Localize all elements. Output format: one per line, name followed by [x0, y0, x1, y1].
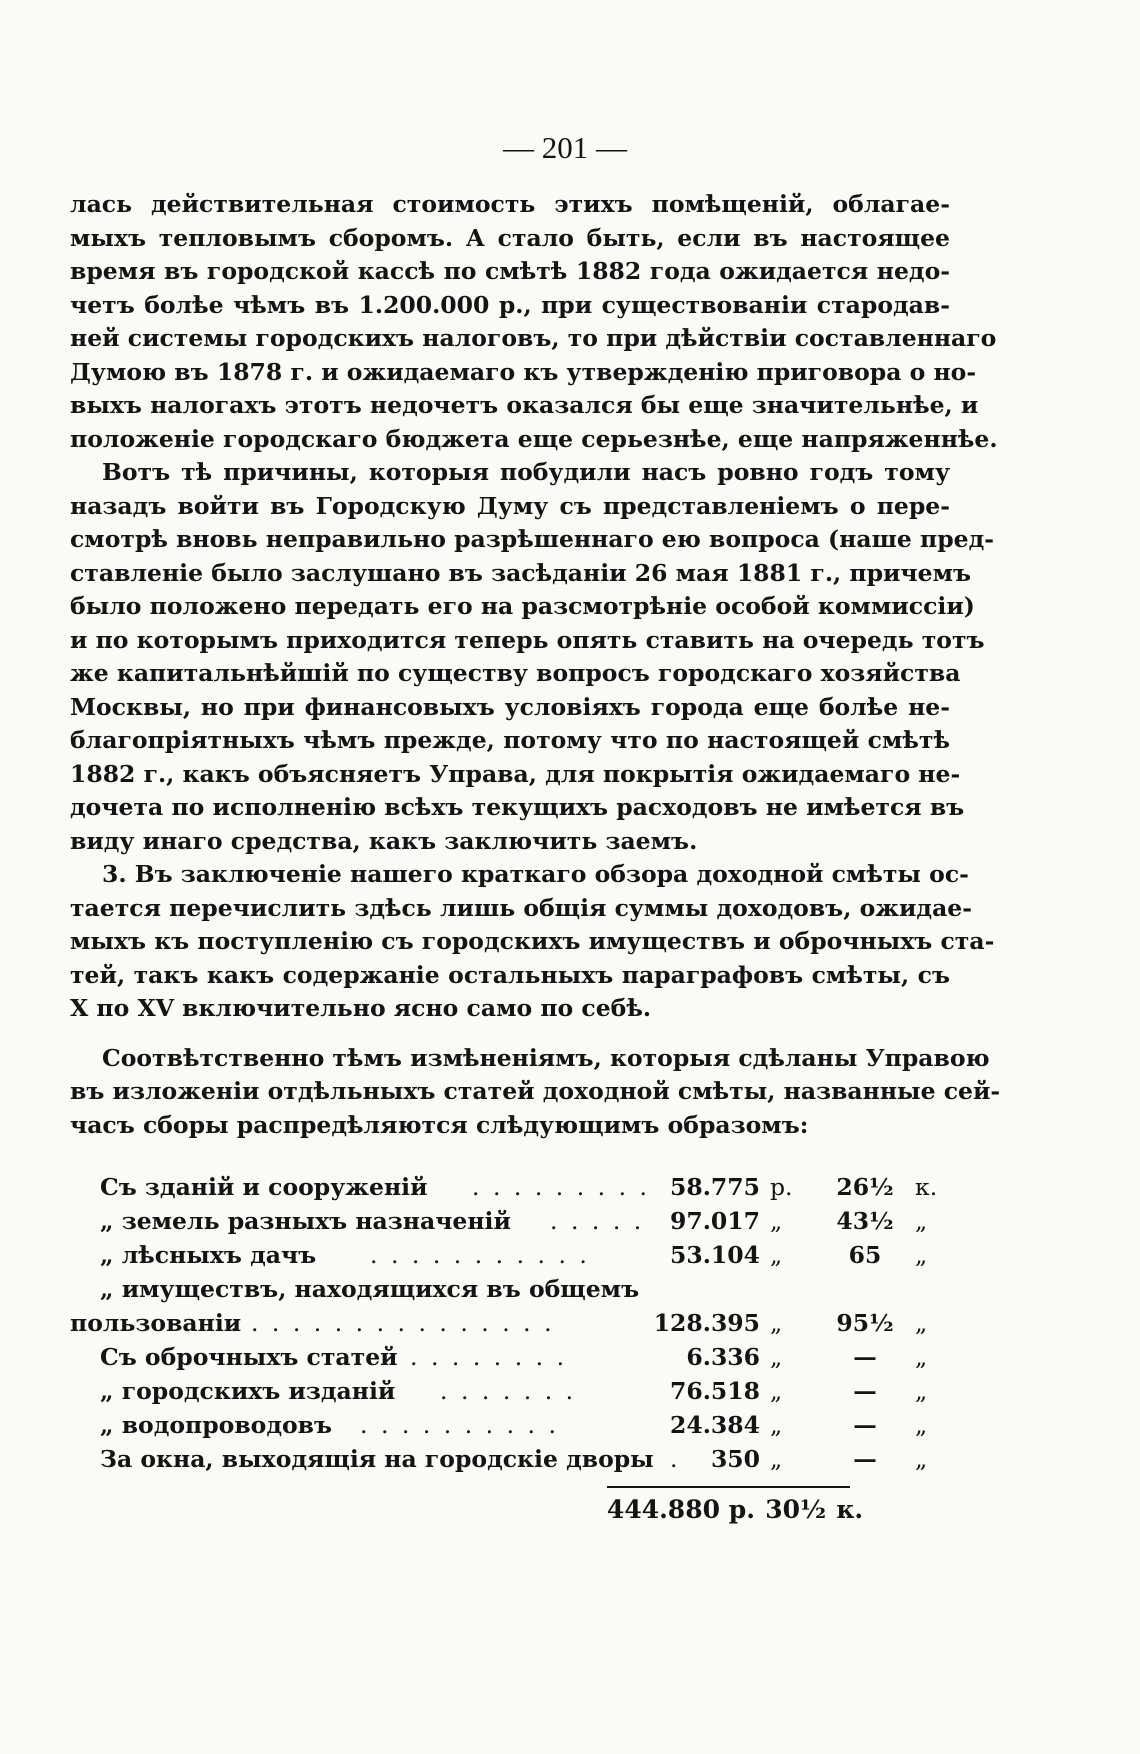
text-line: дочета по исполненію всѣхъ текущихъ расходовъ не имѣется въ	[70, 793, 965, 821]
text-line: ставленіе было заслушано въ засѣданіи 26 мая 1881 г., причемъ	[70, 558, 972, 587]
text-line: было положено передать его на разсмотрѣніе особой коммиссіи)	[70, 592, 975, 620]
row-rub: „	[770, 1445, 783, 1473]
leader-dots: . . . . . . . . . . .	[370, 1241, 590, 1269]
text-line: тается перечислить здѣсь лишь общія суммы доходовъ, ожидае-	[70, 893, 972, 922]
text-line: время въ городской кассѣ по смѣтѣ 1882 года ожидается недо-	[70, 257, 950, 285]
body-text	[70, 188, 1001, 1142]
total-rule	[607, 1486, 850, 1488]
row-unit: „	[915, 1241, 928, 1269]
row-rub: „	[770, 1309, 783, 1337]
table-row	[70, 1272, 950, 1306]
row-unit: „	[915, 1445, 928, 1473]
table-row	[70, 1442, 950, 1476]
text-line: часъ сборы распредѣляются слѣдующимъ образомъ:	[70, 1110, 809, 1139]
text-line: же капитальнѣйшій по существу вопросъ городскаго хозяйства	[70, 659, 961, 687]
table-row	[70, 1306, 950, 1340]
leader-dots: . . . . . . . . . . . . . . . .	[230, 1309, 555, 1337]
row-unit: „	[915, 1343, 928, 1371]
paragraph-3	[70, 858, 995, 1026]
total-unit: к.	[836, 1495, 864, 1524]
text-line: мыхъ тепловымъ сборомъ. А стало быть, если въ настоящее	[70, 223, 950, 252]
text-line: положеніе городскаго бюджета еще серьезнѣе, еще напряженнѣе.	[70, 424, 998, 453]
leader-dots: . . . . . . .	[440, 1377, 577, 1405]
row-rub: „	[770, 1377, 783, 1405]
text-line: Москвы, но при финансовыхъ условіяхъ города еще болѣе не-	[70, 692, 950, 721]
row-kop: 26½	[836, 1173, 894, 1201]
table-row	[70, 1238, 950, 1272]
revenue-table	[70, 1170, 950, 1476]
paragraph-2	[70, 456, 994, 858]
table-total	[600, 1492, 890, 1528]
leader-dots: . . . . . . . . .	[472, 1173, 650, 1201]
paragraph-4	[70, 1042, 1001, 1143]
table-row	[70, 1374, 950, 1408]
row-unit: к.	[915, 1173, 938, 1201]
text-line: виду инаго средства, какъ заключить заемъ.	[70, 826, 698, 855]
row-rub: „	[770, 1207, 783, 1235]
row-rub: „	[770, 1411, 783, 1439]
row-kop: —	[853, 1377, 877, 1405]
leader-dots: . . . . . . . . . .	[360, 1411, 559, 1439]
row-amount: 24.384	[670, 1411, 760, 1439]
row-kop: —	[853, 1445, 877, 1473]
row-unit: „	[915, 1411, 928, 1439]
row-label: „ лѣсныхъ дачъ	[100, 1241, 317, 1269]
paragraph-1	[70, 188, 998, 456]
row-label: „ водопроводовъ	[100, 1411, 333, 1439]
text-line: ней системы городскихъ налоговъ, то при дѣйствіи составленнаго	[70, 324, 997, 352]
row-amount: 53.104	[670, 1241, 760, 1269]
leader-dots: . . . . . . . .	[410, 1343, 568, 1371]
row-amount: 97.017	[670, 1207, 760, 1235]
row-amount: 58.775	[670, 1173, 760, 1201]
text-line: четъ болѣе чѣмъ въ 1.200.000 р., при существованіи стародав-	[70, 290, 950, 319]
row-rub: „	[770, 1241, 783, 1269]
total-kop: 30½	[765, 1495, 827, 1524]
row-unit: „	[915, 1309, 928, 1337]
row-kop: —	[853, 1411, 877, 1439]
row-amount: 76.518	[670, 1377, 760, 1405]
text-line: благопріятныхъ чѣмъ прежде, потому что по настоящей смѣтѣ	[70, 726, 950, 754]
row-kop: 65	[848, 1241, 882, 1269]
text-line: и по которымъ приходится теперь опять ставить на очередь тотъ	[70, 625, 985, 654]
table-row	[70, 1204, 950, 1238]
row-rub: „	[770, 1343, 783, 1371]
text-line: 3. Въ заключеніе нашего краткаго обзора доходной смѣты ос-	[102, 860, 969, 888]
row-unit: „	[915, 1207, 928, 1235]
text-line: Думою въ 1878 г. и ожидаемаго къ утвержденію приговора о но-	[70, 357, 977, 386]
row-amount: 6.336	[686, 1343, 760, 1371]
row-kop: 95½	[836, 1309, 894, 1337]
text-line: X по XV включительно ясно само по себѣ.	[70, 994, 652, 1022]
row-kop: —	[853, 1343, 877, 1371]
row-label: пользованіи	[70, 1309, 242, 1337]
text-line: смотрѣ вновь неправильно разрѣшеннаго ею вопроса (наше пред-	[70, 525, 994, 553]
total-amount: 444.880	[606, 1495, 720, 1524]
text-line: Вотъ тѣ причины, которыя побудили насъ ровно годъ тому	[102, 458, 950, 486]
text-line: тей, такъ какъ содержаніе остальныхъ параграфовъ смѣты, съ	[70, 960, 950, 989]
row-label: „ имуществъ, находящихся въ общемъ	[100, 1275, 640, 1303]
table-row	[70, 1340, 950, 1374]
page-number: — 201 —	[503, 130, 627, 165]
table-row	[70, 1170, 950, 1204]
text-line: мыхъ къ поступленію съ городскихъ имуществъ и оброчныхъ ста-	[70, 927, 995, 955]
leader-dots: .	[670, 1445, 681, 1473]
row-kop: 43½	[836, 1207, 894, 1235]
row-amount: 350	[710, 1445, 760, 1473]
text-line: въ изложеніи отдѣльныхъ статей доходной смѣты, названные сей-	[70, 1077, 1001, 1105]
text-line: 1882 г., какъ объясняетъ Управа, для покрытія ожидаемаго не-	[70, 759, 961, 788]
text-line: выхъ налогахъ этотъ недочетъ оказался бы еще значительнѣе, и	[70, 391, 979, 419]
row-unit: „	[915, 1377, 928, 1405]
row-label: Съ оброчныхъ статей	[100, 1343, 398, 1371]
leader-dots: . . . . .	[550, 1207, 645, 1235]
row-label: „ городскихъ изданій	[100, 1377, 396, 1405]
text-line: Соотвѣтственно тѣмъ измѣненіямъ, которыя сдѣланы Управою	[102, 1043, 990, 1072]
paragraph-gap	[70, 1026, 950, 1042]
text-line: лась действительная стоимость этихъ помѣщеній, облагае-	[70, 190, 950, 218]
row-rub: р.	[770, 1173, 793, 1201]
table-row	[70, 1408, 950, 1442]
row-amount: 128.395	[653, 1309, 760, 1337]
text-line: назадъ войти въ Городскую Думу съ представленіемъ о пере-	[70, 491, 950, 520]
total-rub: р.	[728, 1495, 755, 1524]
row-label: „ земель разныхъ назначеній	[100, 1207, 511, 1235]
row-label: За окна, выходящія на городскіе дворы	[100, 1445, 654, 1473]
row-label: Съ зданій и сооруженій	[100, 1173, 428, 1201]
